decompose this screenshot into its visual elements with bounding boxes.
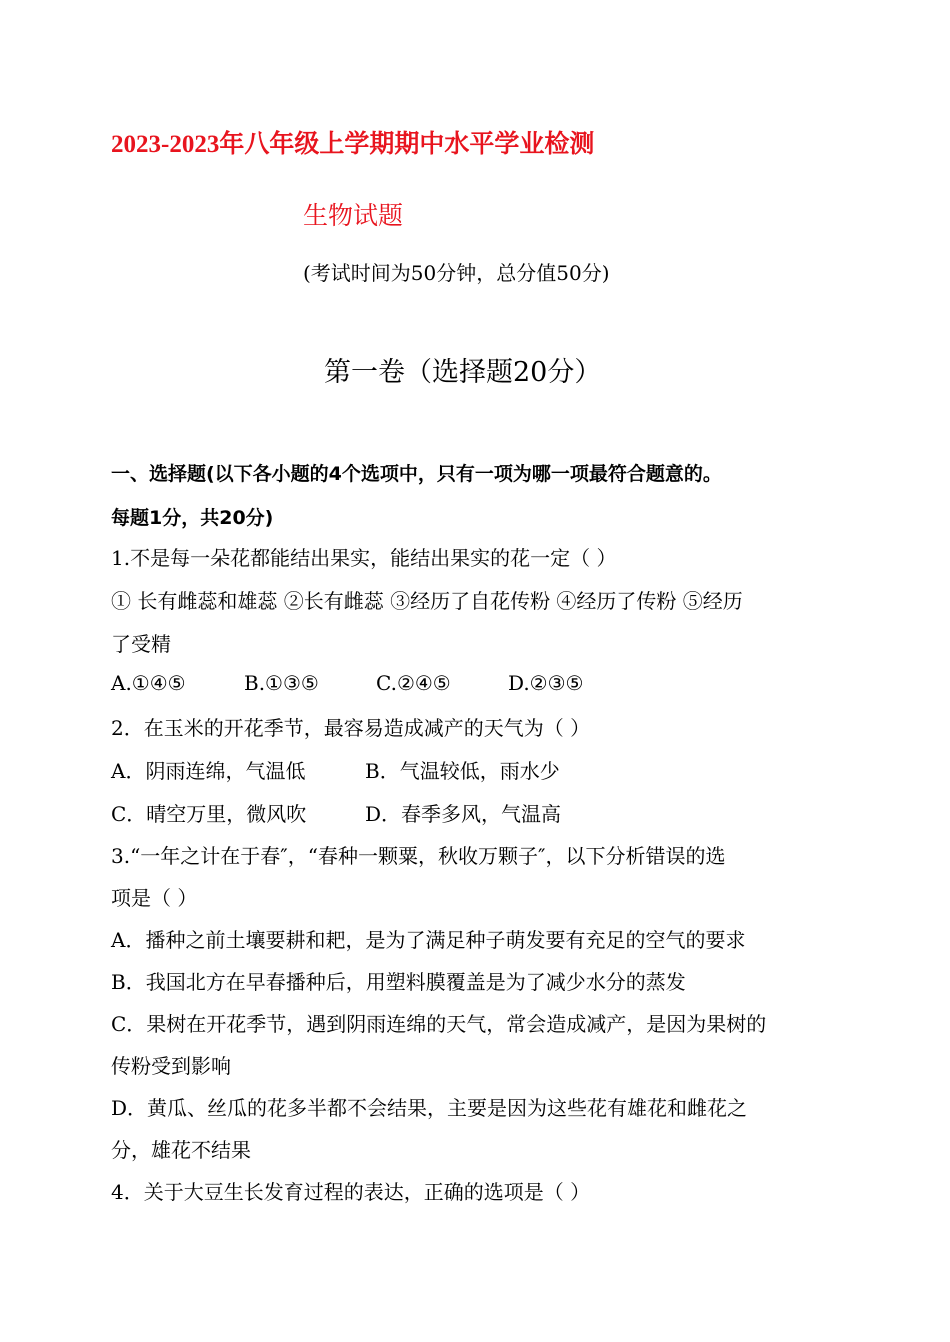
volume-title: 第一卷（选择题20分）: [324, 357, 602, 388]
question-2-option-c: C．晴空万里，微风吹: [111, 802, 307, 826]
question-2-option-b: B．气温较低，雨水少: [365, 759, 560, 783]
exam-subject: 生物试题: [303, 201, 404, 230]
exam-title: 2023-2023年八年级上学期期中水平学业检测: [111, 131, 595, 158]
question-3-option-a: A．播种之前土壤要耕和耙，是为了满足种子萌发要有充足的空气的要求: [111, 928, 746, 952]
question-3-option-d-line1: D．黄瓜、丝瓜的花多半都不会结果，主要是因为这些花有雄花和雌花之: [111, 1096, 748, 1120]
question-3-stem-line2: 项是（ ）: [111, 886, 198, 910]
question-3-option-b: B．我国北方在早春播种后，用塑料膜覆盖是为了减少水分的蒸发: [111, 970, 686, 994]
question-3-stem-line1: 3.“一年之计在于春″，“春种一颗粟，秋收万颗子″，以下分析错误的选: [111, 844, 726, 868]
question-1-statements-line1: ① 长有雌蕊和雄蕊 ②长有雌蕊 ③经历了自花传粉 ④经历了传粉 ⑤经历: [111, 589, 743, 613]
question-1-option-a: A.①④⑤: [111, 671, 186, 695]
question-1-statements-line2: 了受精: [111, 632, 171, 656]
question-3-option-d-line2: 分，雄花不结果: [111, 1138, 251, 1162]
section-heading-line2: 每题1分，共20分): [111, 507, 274, 529]
question-1-option-b: B.①③⑤: [244, 671, 319, 695]
question-1-option-d: D.②③⑤: [508, 671, 584, 695]
question-2-stem: 2．在玉米的开花季节，最容易造成减产的天气为（ ）: [111, 716, 591, 740]
question-1-option-c: C.②④⑤: [376, 671, 451, 695]
exam-note: (考试时间为50分钟，总分值50分): [303, 261, 610, 285]
section-heading-line1: 一、选择题(以下各小题的4个选项中，只有一项为哪一项最符合题意的。: [111, 463, 722, 485]
question-3-option-c-line1: C．果树在开花季节，遇到阴雨连绵的天气，常会造成减产，是因为果树的: [111, 1012, 767, 1036]
question-1-stem: 1.不是每一朵花都能结出果实，能结出果实的花一定（ ）: [111, 546, 617, 570]
question-2-option-d: D．春季多风，气温高: [365, 802, 562, 826]
question-2-option-a: A．阴雨连绵，气温低: [111, 759, 306, 783]
question-3-option-c-line2: 传粉受到影响: [111, 1054, 231, 1078]
question-4-stem: 4．关于大豆生长发育过程的表达，正确的选项是（ ）: [111, 1180, 591, 1204]
